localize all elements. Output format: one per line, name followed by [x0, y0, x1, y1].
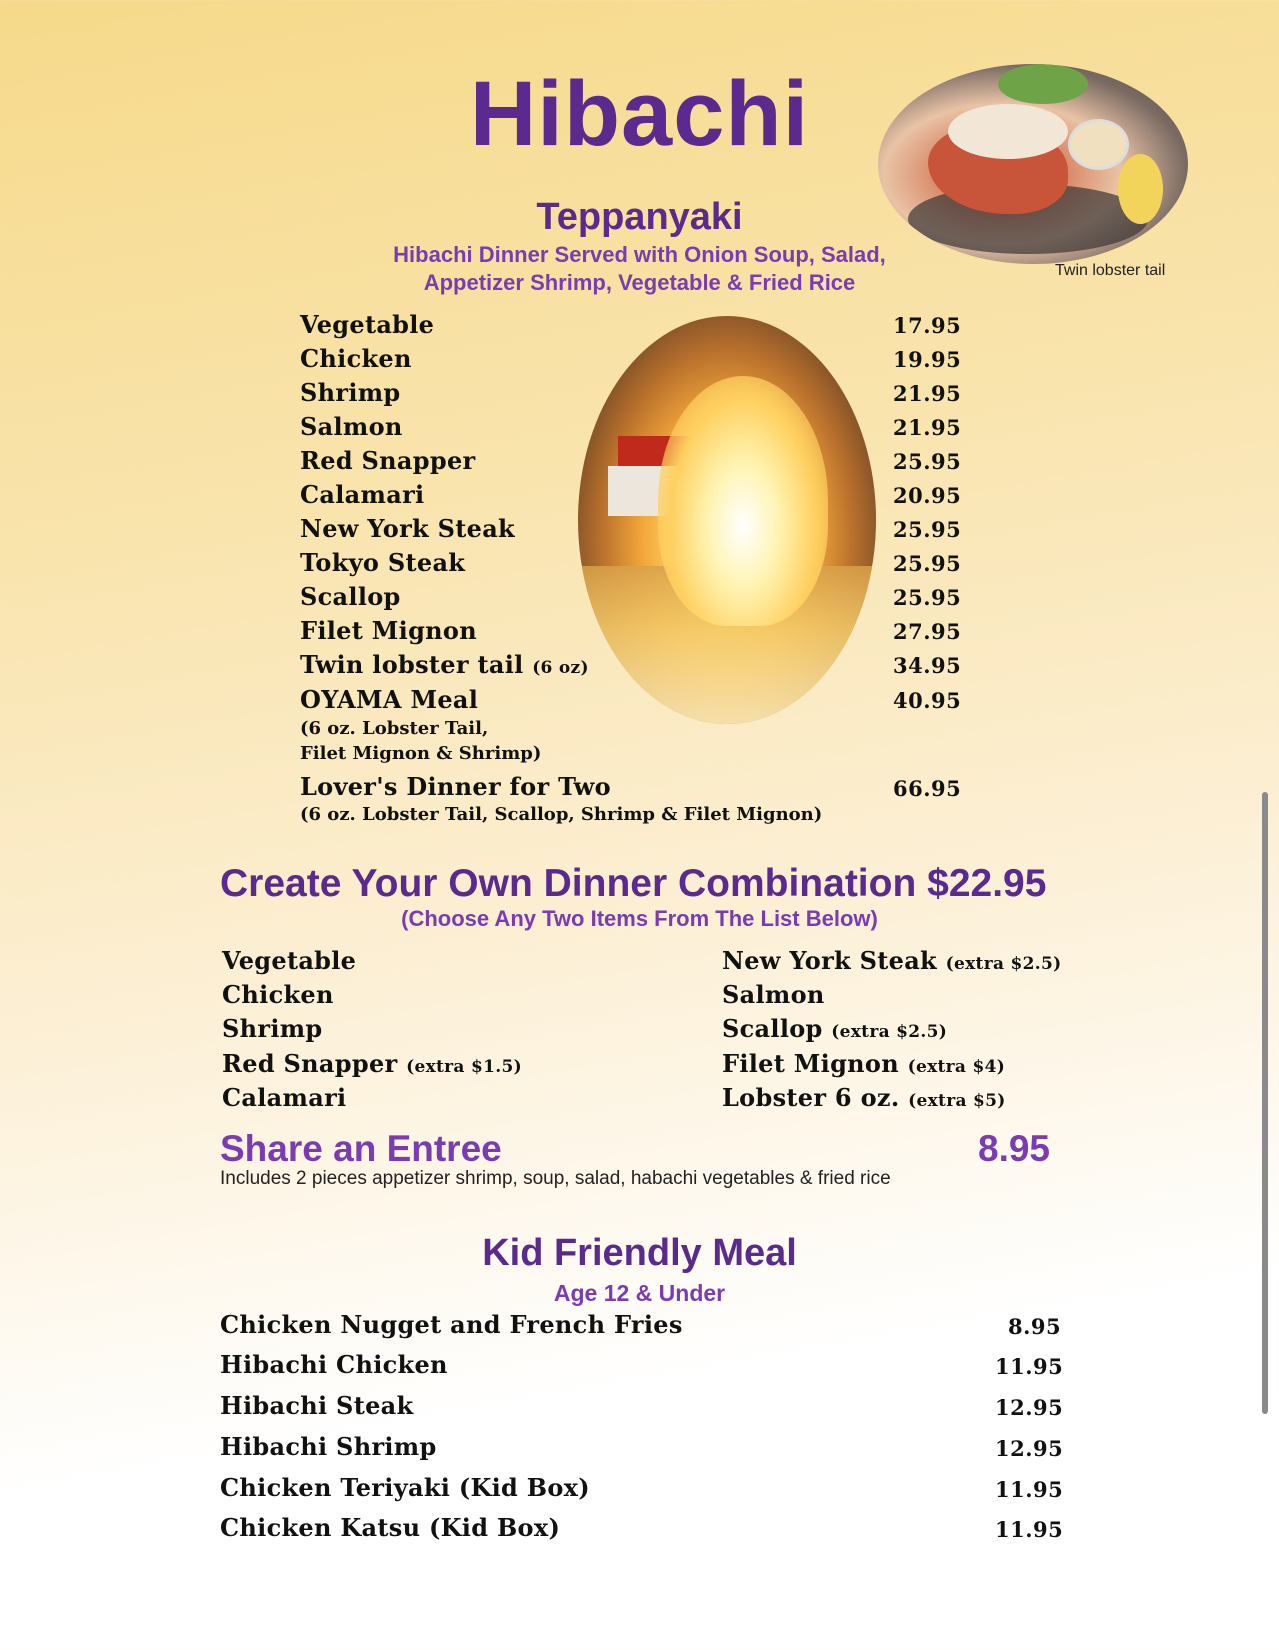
- menu-item-name: Hibachi Steak: [220, 1391, 414, 1420]
- menu-item-name: Chicken Nugget and French Fries: [220, 1310, 683, 1339]
- menu-item-name: Chicken Teriyaki (Kid Box): [220, 1473, 590, 1502]
- combo-item: Calamari: [222, 1083, 347, 1112]
- combo-item: Chicken: [222, 980, 334, 1009]
- combo-item-name: New York Steak: [722, 946, 937, 975]
- menu-item-name: Tokyo Steak: [300, 548, 466, 577]
- menu-item-price: 34.95: [893, 653, 962, 678]
- combo-item: [722, 946, 1061, 975]
- menu-item-price: 25.95: [893, 585, 962, 610]
- combo-item-extra: (extra $5): [908, 1091, 1006, 1111]
- menu-item-note: Filet Mignon & Shrimp): [300, 743, 542, 764]
- menu-item-name: OYAMA Meal: [300, 685, 479, 714]
- menu-item-name: Hibachi Shrimp: [220, 1432, 437, 1461]
- combo-item-extra: (extra $2.5): [945, 954, 1062, 974]
- combo-item-extra: (extra $2.5): [831, 1022, 948, 1042]
- menu-item-name-text: Twin lobster tail: [300, 650, 524, 679]
- menu-item-price: 21.95: [893, 415, 962, 440]
- combo-item-name: Red Snapper: [222, 1049, 398, 1078]
- menu-item-price: 11.95: [995, 1517, 1064, 1542]
- menu-item-price: 12.95: [995, 1395, 1064, 1420]
- section-description-line2: Appetizer Shrimp, Vegetable & Fried Rice: [423, 270, 856, 295]
- section-title-combo: Create Your Own Dinner Combination $22.95: [220, 862, 1047, 905]
- menu-item-name: Red Snapper: [300, 446, 476, 475]
- menu-item-name: Chicken Katsu (Kid Box): [220, 1513, 561, 1542]
- menu-item-note: (6 oz): [532, 658, 589, 678]
- menu-item-price: 25.95: [893, 517, 962, 542]
- combo-item: Salmon: [722, 980, 825, 1009]
- combo-item-name: Filet Mignon: [722, 1049, 899, 1078]
- section-title-share: Share an Entree: [220, 1128, 502, 1169]
- menu-item-price: 27.95: [893, 619, 962, 644]
- section-description-line1: Hibachi Dinner Served with Onion Soup, Salad,: [393, 242, 886, 267]
- combo-item-extra: (extra $1.5): [406, 1057, 522, 1077]
- menu-item-name: Chicken: [300, 344, 412, 373]
- menu-item-name: Lover's Dinner for Two: [300, 772, 611, 801]
- menu-item-price: 11.95: [995, 1354, 1064, 1379]
- menu-item-name: Filet Mignon: [300, 616, 477, 645]
- combo-item-name: Lobster 6 oz.: [722, 1083, 900, 1112]
- menu-item-name: Vegetable: [300, 310, 435, 339]
- page-title-text: Hibachi: [469, 63, 810, 165]
- combo-item: Shrimp: [222, 1014, 323, 1043]
- section-subtitle-combo: (Choose Any Two Items From The List Below): [401, 906, 878, 931]
- menu-item-price: 25.95: [893, 551, 962, 576]
- menu-item-price: 25.95: [893, 449, 962, 474]
- scrollbar-thumb[interactable]: [1262, 792, 1268, 1414]
- combo-item: [722, 1083, 1006, 1112]
- menu-item-name: Scallop: [300, 582, 401, 611]
- menu-item-price: 11.95: [995, 1477, 1064, 1502]
- combo-item-extra: (extra $4): [907, 1057, 1006, 1077]
- menu-item-price: 20.95: [893, 483, 962, 508]
- combo-item: [722, 1049, 1005, 1078]
- hibachi-flame-photo: [578, 316, 876, 724]
- menu-item-price: 66.95: [893, 776, 962, 801]
- menu-item-price: 40.95: [893, 688, 962, 713]
- lobster-photo: [878, 64, 1188, 264]
- menu-item-name: [300, 650, 589, 679]
- menu-item-name: Shrimp: [300, 378, 401, 407]
- photo-caption: Twin lobster tail: [1055, 262, 1166, 279]
- combo-item: [222, 1049, 522, 1078]
- menu-item-name: Hibachi Chicken: [220, 1350, 448, 1379]
- combo-item: Vegetable: [222, 946, 357, 975]
- section-subtitle-kids: Age 12 & Under: [553, 1280, 726, 1306]
- menu-item-note: (6 oz. Lobster Tail, Scallop, Shrimp & Filet Mignon): [300, 804, 823, 825]
- menu-item-price: 12.95: [995, 1436, 1064, 1461]
- menu-item-price: 19.95: [893, 347, 962, 372]
- menu-item-name: New York Steak: [300, 514, 515, 543]
- menu-item-name: Calamari: [300, 480, 425, 509]
- share-price: 8.95: [978, 1128, 1051, 1169]
- menu-item-price: 8.95: [1008, 1314, 1062, 1339]
- section-title-kids: Kid Friendly Meal: [482, 1232, 797, 1274]
- section-title-teppanyaki: Teppanyaki: [536, 196, 743, 238]
- combo-item: [722, 1014, 947, 1043]
- menu-item-name: Salmon: [300, 412, 403, 441]
- share-description: Includes 2 pieces appetizer shrimp, soup, salad, habachi vegetables & fried rice: [220, 1168, 891, 1189]
- menu-item-price: 21.95: [893, 381, 962, 406]
- combo-item-name: Scallop: [722, 1014, 823, 1043]
- menu-item-note: (6 oz. Lobster Tail,: [300, 718, 489, 739]
- menu-item-price: 17.95: [893, 313, 962, 338]
